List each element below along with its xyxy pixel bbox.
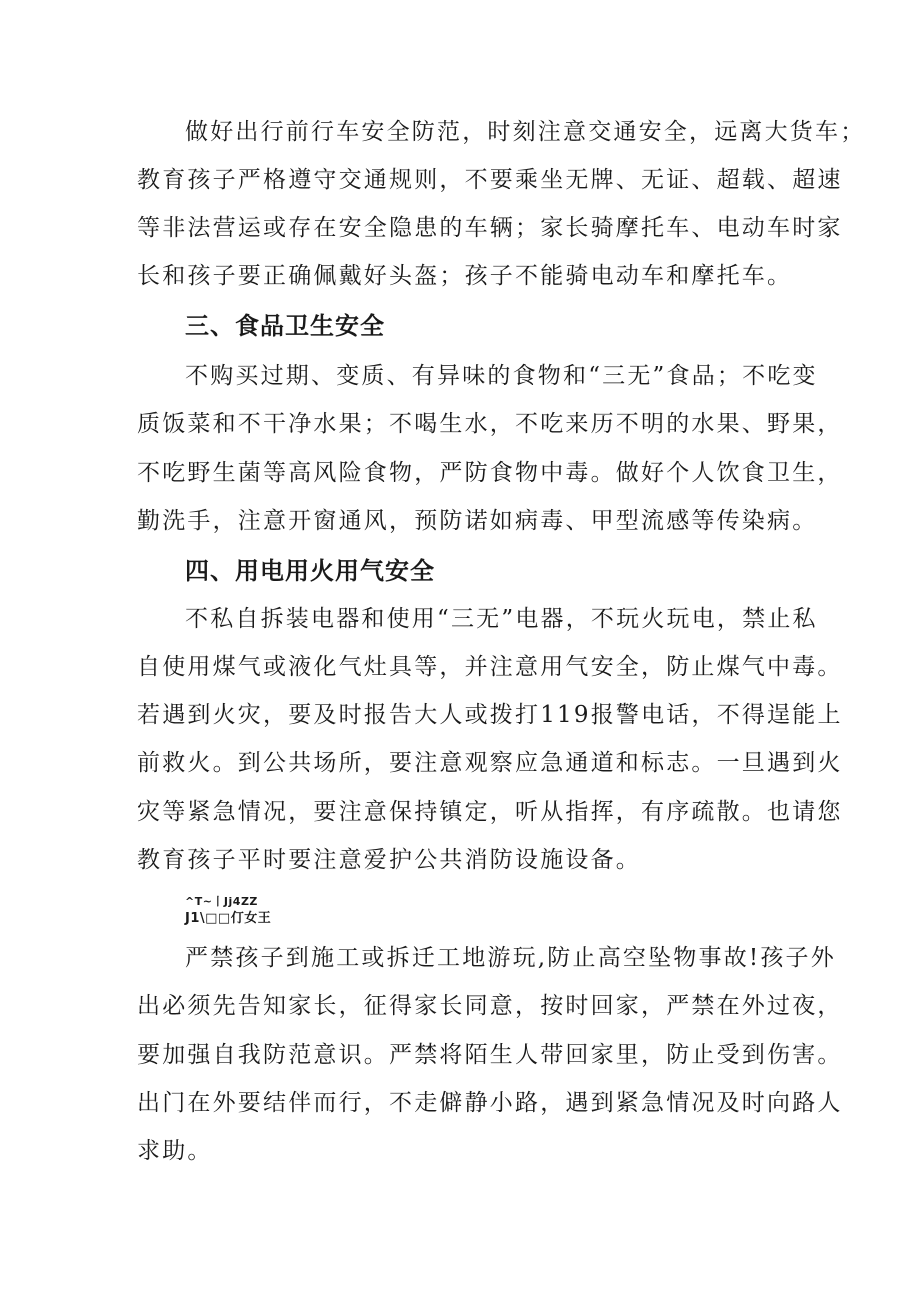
paragraph-line: 不私自拆装电器和使用“三无”电器，不玩火玩电，禁止私 [185, 606, 818, 632]
paragraph-line: 不吃野生菌等高风险食物，严防食物中毒。做好个人饮食卫生， [137, 460, 843, 486]
paragraph-line: 严禁孩子到施工或拆迁工地游玩,防止高空坠物事故!孩子外 [185, 945, 836, 971]
paragraph-line: 前救火。到公共场所，要注意观察应急通道和标志。一旦遇到火 [137, 750, 843, 776]
paragraph-line: 自使用煤气或液化气灶具等，并注意用气安全，防止煤气中毒。 [137, 654, 843, 680]
paragraph-line: 要加强自我防范意识。严禁将陌生人带回家里，防止受到伤害。 [137, 1042, 843, 1068]
garbled-heading-line-2: J1\□□仃女王 [185, 911, 272, 926]
paragraph-line: 灾等紧急情况，要注意保持镇定，听从指挥，有序疏散。也请您 [137, 799, 843, 825]
garbled-heading-line-1: ^T~丨Jj4ZZ [185, 895, 258, 908]
paragraph-line: 长和孩子要正确佩戴好头盔；孩子不能骑电动车和摩托车。 [137, 263, 793, 289]
paragraph-line: 勤洗手，注意开窗通风，预防诺如病毒、甲型流感等传染病。 [137, 508, 818, 534]
paragraph-line: 等非法营运或存在安全隐患的车辆；家长骑摩托车、电动车时家 [137, 215, 843, 241]
paragraph-line: 教育孩子严格遵守交通规则，不要乘坐无牌、无证、超载、超速 [137, 167, 843, 193]
paragraph-line: 质饭菜和不干净水果；不喝生水，不吃来历不明的水果、野果， [137, 411, 843, 437]
paragraph-line: 若遇到火灾，要及时报告大人或拨打119报警电话，不得逞能上 [137, 702, 843, 728]
paragraph-line: 做好出行前行车安全防范，时刻注意交通安全，远离大货车； [185, 119, 866, 145]
paragraph-line: 求助。 [137, 1138, 213, 1164]
section-heading-electricity-fire-gas: 四、用电用火用气安全 [185, 557, 435, 585]
section-heading-food-safety: 三、食品卫生安全 [185, 312, 385, 340]
paragraph-line: 出门在外要结伴而行，不走僻静小路，遇到紧急情况及时向路人 [137, 1090, 843, 1116]
paragraph-line: 不购买过期、变质、有异味的食物和“三无”食品；不吃变 [185, 363, 818, 389]
paragraph-line: 教育孩子平时要注意爱护公共消防设施设备。 [137, 847, 641, 873]
paragraph-line: 出必须先告知家长，征得家长同意，按时回家，严禁在外过夜， [137, 993, 843, 1019]
